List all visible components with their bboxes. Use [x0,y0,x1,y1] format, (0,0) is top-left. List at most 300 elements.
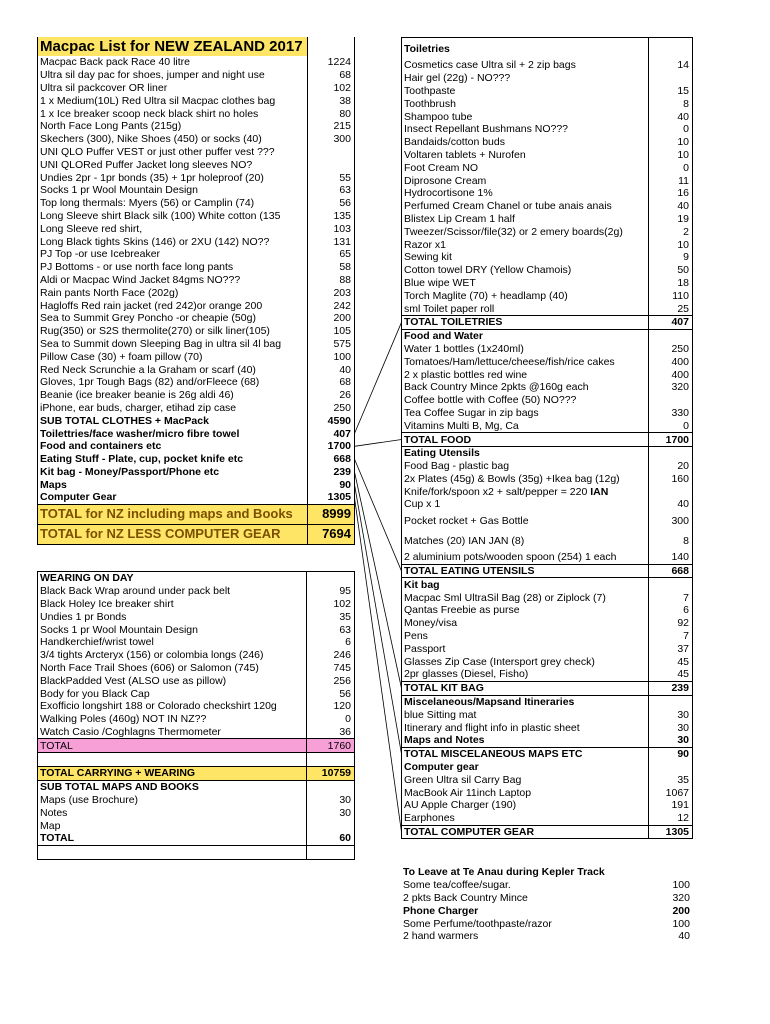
section-header [402,38,693,60]
table-row-weight: 160 [649,473,693,486]
table-row-weight: 20 [649,460,693,473]
table-row-label: Green Ultra sil Carry Bag [402,773,649,786]
table-row-label: Socks 1 pr Wool Mountain Design [38,623,307,636]
table-row-label: Macpac Back pack Race 40 litre [38,56,308,69]
table-row-weight: 102 [307,82,354,95]
table-row-weight: 0 [307,713,355,726]
table-row-label: Diprosone Cream [402,174,649,187]
table-row-label: AU Apple Charger (190) [402,799,649,812]
table-row-weight: 65 [307,248,354,261]
section-header [402,329,693,342]
table-row-label: SUB TOTAL CLOTHES + MacPack [38,414,308,427]
table-row [402,604,693,617]
table-row [38,466,355,479]
table-row-weight [307,819,355,832]
toiletries-total [402,315,693,329]
table-row [38,82,355,95]
table-row-label: Toothbrush [402,97,649,110]
table-row-weight: 256 [307,674,355,687]
table-row-weight: 203 [307,286,354,299]
table-row-label: Beanie (ice breaker beanie is 26g aldi 46) [38,389,308,402]
toiletries-total-label: TOTAL TOILETRIES [402,315,649,329]
section-header-label: Kit bag [402,578,649,591]
item-text: Knife/fork/spoon x2 + salt/pepper = 220 [404,485,588,498]
table-row [402,473,693,486]
table-row [38,700,355,713]
table-row-label: Black Back Wrap around under pack belt [38,585,307,598]
section-header [402,761,693,774]
table-row-label: Glasses Zip Case (Intersport grey check) [402,655,649,668]
table-row [38,248,355,261]
table-row [402,812,693,825]
food-total [402,433,693,447]
table-row-weight: 30 [307,794,355,807]
table-row [38,427,355,440]
table-row [402,59,693,72]
table-row [38,623,355,636]
table-row-label: 3/4 tights Arcteryx (156) or colombia longs (246) [38,649,307,662]
spacer-row-label [38,845,307,859]
table-row-label: 2 pkts Back Country Mince [403,891,528,904]
maps-total-weight: 60 [307,832,355,845]
table-row [38,598,355,611]
total-including-maps-label: TOTAL for NZ including maps and Books [38,504,308,524]
table-row [402,251,693,264]
section-header [402,695,693,708]
table-row [402,668,693,681]
table-row-label: Sea to Summit Grey Poncho -or cheapie (50g) [38,312,308,325]
table-row-weight: 1224 [307,56,354,69]
table-row-label: Money/visa [402,617,649,630]
table-row [402,225,693,238]
table-row [38,363,355,376]
table-row-weight: 14 [649,59,693,72]
table-row [401,879,693,892]
table-row-label: Torch Maglite (70) + headlamp (40) [402,289,649,302]
table-row-weight: 45 [649,668,693,681]
table-row [38,107,355,120]
right-grid [401,37,693,839]
table-row-weight: 16 [649,187,693,200]
section-header-weight [649,695,693,708]
total-less-computer-label: TOTAL for NZ LESS COMPUTER GEAR [38,524,308,544]
table-row-label: Pillow Case (30) + foam pillow (70) [38,350,308,363]
table-row-weight: 10 [649,136,693,149]
table-row-weight: 300 [649,511,693,532]
table-row-weight: 35 [307,610,355,623]
connector-line-toiletries-total [355,322,402,433]
section-header-label: WEARING ON DAY [38,572,307,585]
table-row-label: Tweezer/Scissor/file(32) or 2 emery boards(2g) [402,225,649,238]
table-row-label: Computer Gear [38,491,308,504]
table-row-weight: 200 [307,312,354,325]
total-less-computer [38,524,355,544]
table-row-weight: 63 [307,623,355,636]
packing-list-table [37,37,355,545]
section-header-label: Toiletries [402,38,649,60]
table-row [38,261,355,274]
table-row [38,350,355,363]
list-title-weight [307,37,354,56]
table-row-weight: 0 [649,123,693,136]
table-row-label: Cotton towel DRY (Yellow Chamois) [402,264,649,277]
table-row-weight: 7 [649,630,693,643]
table-row-weight [307,158,354,171]
table-row-label: PJ Top -or use Icebreaker [38,248,308,261]
table-row-label: Razor x1 [402,238,649,251]
connector-line-kit-total [355,472,402,688]
table-row-label: Watch Casio /Coghlagns Thermometer [38,726,307,739]
table-row-label: Long Black tights Skins (146) or 2XU (142) NO?? [38,235,308,248]
table-row-weight: 100 [672,879,690,892]
table-row [402,655,693,668]
table-row [402,485,693,498]
table-row [38,453,355,466]
table-row-weight: 6 [307,636,355,649]
wearing-grid [37,571,355,860]
table-row [402,642,693,655]
table-row-weight: 80 [307,107,354,120]
table-row-weight: 191 [649,799,693,812]
total-carrying-wearing-label: TOTAL CARRYING + WEARING [38,766,307,780]
table-row-label: Water 1 bottles (1x240ml) [402,343,649,356]
table-row-weight: 110 [649,289,693,302]
table-row [38,286,355,299]
table-row-label: Handkerchief/wrist towel [38,636,307,649]
table-row [402,799,693,812]
table-row [402,213,693,226]
item-suffix: IAN [590,485,609,498]
table-row [402,498,693,511]
table-row-label: North Face Long Pants (215g) [38,120,308,133]
table-row [402,136,693,149]
table-row [402,187,693,200]
table-row [38,120,355,133]
table-row-label: Foot Cream NO [402,161,649,174]
table-row [402,617,693,630]
table-row [402,419,693,432]
table-row-weight: 56 [307,687,355,700]
table-row-weight: 7 [649,591,693,604]
table-row-label: sml Toilet paper roll [402,302,649,315]
table-row [402,381,693,394]
table-row [401,930,693,943]
table-row-weight: 88 [307,274,354,287]
kepler-track-leave-list [401,866,693,943]
table-row-weight: 38 [307,94,354,107]
table-row-weight: 1305 [307,491,354,504]
section-header [402,578,693,591]
table-row [402,110,693,123]
table-row-label: Coffee bottle with Coffee (50) NO??? [402,394,649,407]
table-row-label: Kit bag - Money/Passport/Phone etc [38,466,308,479]
food-total-label: TOTAL FOOD [402,433,649,447]
table-row-weight: 45 [649,655,693,668]
table-row [38,274,355,287]
table-row [38,610,355,623]
table-row-label: Pocket rocket + Gas Bottle [402,511,649,532]
table-row-label: Notes [38,806,307,819]
table-row-weight: 90 [307,478,354,491]
table-row [38,56,355,69]
table-row-weight: 246 [307,649,355,662]
table-row-label: Phone Charger [403,904,479,917]
table-row-label: Long Sleeve shirt Black silk (100) White cotton (135 [38,210,308,223]
table-row-weight: 215 [307,120,354,133]
table-row [38,389,355,402]
wearing-total-label: TOTAL [38,739,307,753]
table-row-label: iPhone, ear buds, charger, etihad zip case [38,402,308,415]
table-row-label: Hagloffs Red rain jacket (red 242)or orange 200 [38,299,308,312]
section-header-weight [649,329,693,342]
wearing-total-weight: 1760 [307,739,355,753]
table-row [38,726,355,739]
table-row-label [402,485,649,498]
table-row-label: 2 hand warmers [403,930,479,943]
wearing-on-day-table [37,571,355,860]
table-row-label: Ultra sil packcover OR liner [38,82,308,95]
table-row-label: 2 x plastic bottles red wine [402,368,649,381]
table-row-weight: 30 [649,708,693,721]
table-row-weight: 35 [649,773,693,786]
table-row-weight: 12 [649,812,693,825]
table-row-weight: 668 [307,453,354,466]
table-row-weight [649,485,693,498]
section-header-weight [649,866,693,879]
table-row [38,649,355,662]
table-row-label: Shampoo tube [402,110,649,123]
table-row [402,355,693,368]
table-row-weight: 320 [649,381,693,394]
table-row [38,440,355,453]
table-row-weight: 239 [307,466,354,479]
list-title [38,37,355,56]
table-row [402,511,693,532]
table-row-label: 1 x Medium(10L) Red Ultra sil Macpac clothes bag [38,94,308,107]
table-row-label: 1 x Ice breaker scoop neck black shirt no holes [38,107,308,120]
section-header-weight [649,446,693,459]
table-row-weight: 63 [307,184,354,197]
table-row [402,238,693,251]
table-row-label: blue Sitting mat [402,708,649,721]
connector-line-misc-total [355,485,402,754]
table-row [402,174,693,187]
table-row [402,85,693,98]
table-row-label: Socks 1 pr Wool Mountain Design [38,184,308,197]
total-including-maps [38,504,355,524]
table-row-weight: 102 [307,598,355,611]
total-carrying-wearing-weight: 10759 [307,766,355,780]
table-row-label: Matches (20) IAN JAN (8) [402,532,649,551]
table-row-label: UNI QLORed Puffer Jacket long sleeves NO? [38,158,308,171]
section-header-weight [649,578,693,591]
table-row-label: Gloves, 1pr Tough Bags (82) and/orFleece (68) [38,376,308,389]
table-row-label: Back Country Mince 2pkts @160g each [402,381,649,394]
section-header-weight [649,761,693,774]
table-row [402,394,693,407]
table-row-weight: 92 [649,617,693,630]
table-row-weight: 400 [649,355,693,368]
table-row-weight: 1700 [307,440,354,453]
toiletries-total-weight: 407 [649,315,693,329]
table-row-label: Ultra sil day pac for shoes, jumper and night use [38,69,308,82]
table-row-label: Maps [38,478,308,491]
table-row-weight: 135 [307,210,354,223]
table-row [38,687,355,700]
table-row [402,72,693,85]
section-header-label: To Leave at Te Anau during Kepler Track [403,866,605,879]
connector-line-computer-total [355,498,402,832]
kit-total [402,681,693,695]
spacer-row-weight [307,753,355,767]
table-row-weight: 56 [307,197,354,210]
table-row-label: Walking Poles (460g) NOT IN NZ?? [38,713,307,726]
table-row-weight: 330 [649,407,693,420]
table-row-weight: 0 [649,419,693,432]
table-row-label: Undies 1 pr Bonds [38,610,307,623]
table-row-weight: 4590 [307,414,354,427]
table-row [38,402,355,415]
table-row-label: Hydrocortisone 1% [402,187,649,200]
total-including-maps-weight: 8999 [307,504,354,524]
section-header-label: Computer gear [402,761,649,774]
eating-total-label: TOTAL EATING UTENSILS [402,564,649,578]
table-row-weight [649,394,693,407]
table-row [402,289,693,302]
table-row-weight: 200 [672,904,690,917]
table-row [38,491,355,504]
table-row-weight: 0 [649,161,693,174]
list-title-label: Macpac List for NEW ZEALAND 2017 [38,37,308,56]
table-row-label: Eating Stuff - Plate, cup, pocket knife etc [38,453,308,466]
table-row [38,235,355,248]
table-row-weight: 250 [307,402,354,415]
table-row-label: Tomatoes/Ham/lettuce/cheese/fish/rice cakes [402,355,649,368]
section-header [401,866,693,879]
table-row-label: Macpac Sml UltraSil Bag (28) or Ziplock (7) [402,591,649,604]
eating-total [402,564,693,578]
table-row-label: Toilettries/face washer/micro fibre towel [38,427,308,440]
table-row-weight: 68 [307,376,354,389]
table-row-label: 2 aluminium pots/wooden spoon (254) 1 each [402,551,649,564]
table-row-label: Hair gel (22g) - NO??? [402,72,649,85]
section-header-label: Eating Utensils [402,446,649,459]
table-row-weight: 55 [307,171,354,184]
table-row-label: UNI QLO Puffer VEST or just other puffer vest ??? [38,146,308,159]
table-row [402,343,693,356]
table-row-weight: 15 [649,85,693,98]
table-row-label: Bandaids/cotton buds [402,136,649,149]
table-row-weight: 58 [307,261,354,274]
table-row-weight: 40 [307,363,354,376]
section-header [38,780,355,793]
section-header-weight [649,38,693,60]
table-row [402,532,693,551]
table-row [38,713,355,726]
kit-total-label: TOTAL KIT BAG [402,681,649,695]
table-row [38,794,355,807]
connector-line-food-total [355,440,402,447]
table-row [402,97,693,110]
table-row [402,302,693,315]
section-header-weight [307,572,355,585]
table-row-label: 2pr glasses (Diesel, Fisho) [402,668,649,681]
table-row-label: Voltaren tablets + Nurofen [402,149,649,162]
table-row-label: Earphones [402,812,649,825]
table-row-label: Passport [402,642,649,655]
misc-total-weight: 90 [649,747,693,760]
table-row [38,376,355,389]
spacer-row-weight [307,845,355,859]
table-row-label: Toothpaste [402,85,649,98]
table-row-weight: 250 [649,343,693,356]
table-row-label: BlackPadded Vest (ALSO use as pillow) [38,674,307,687]
table-row [401,917,693,930]
table-row [402,591,693,604]
section-header-label: Food and Water [402,329,649,342]
kit-total-weight: 239 [649,681,693,695]
table-row-weight: 10 [649,238,693,251]
table-row [38,414,355,427]
table-row [401,892,693,905]
table-row-weight: 242 [307,299,354,312]
table-row-weight: 25 [649,302,693,315]
table-row [402,630,693,643]
table-row-weight: 95 [307,585,355,598]
table-row-label: Exofficio longshirt 188 or Colorado checkshirt 120g [38,700,307,713]
table-row [38,222,355,235]
table-row-label: Vitamins Multi B, Mg, Ca [402,419,649,432]
table-row-weight: 120 [307,700,355,713]
total-less-computer-weight: 7694 [307,524,354,544]
misc-total-label: TOTAL MISCELANEOUS MAPS ETC [402,747,649,760]
table-row-weight: 19 [649,213,693,226]
table-row-weight: 2 [649,225,693,238]
table-row-weight: 575 [307,338,354,351]
table-row-weight: 300 [307,133,354,146]
table-row [38,662,355,675]
table-row [402,149,693,162]
table-row-weight: 100 [307,350,354,363]
table-row-label: Maps (use Brochure) [38,794,307,807]
table-row [38,819,355,832]
table-row-label: Aldi or Macpac Wind Jacket 84gms NO??? [38,274,308,287]
table-row [38,806,355,819]
table-row [38,674,355,687]
maps-total [38,832,355,845]
table-row [38,299,355,312]
table-row-weight: 68 [307,69,354,82]
section-header-label: Miscelaneous/Mapsand Itineraries [402,695,649,708]
section-header [402,446,693,459]
table-row [402,551,693,564]
kepler-grid [401,866,693,943]
table-row-weight: 320 [672,891,690,904]
table-row [38,158,355,171]
table-row-label: Black Holey Ice breaker shirt [38,598,307,611]
eating-total-weight: 668 [649,564,693,578]
table-row [402,407,693,420]
spacer-row-label [38,753,307,767]
toiletries-and-gear-table [401,37,693,839]
table-row-weight: 37 [649,642,693,655]
table-row-label: Cosmetics case Ultra sil + 2 zip bags [402,59,649,72]
table-row [402,123,693,136]
table-row-label: Some Perfume/toothpaste/razor [403,917,552,930]
table-row-weight: 131 [307,235,354,248]
table-row-label: Insect Repellant Bushmans NO??? [402,123,649,136]
table-row-weight: 30 [649,721,693,734]
